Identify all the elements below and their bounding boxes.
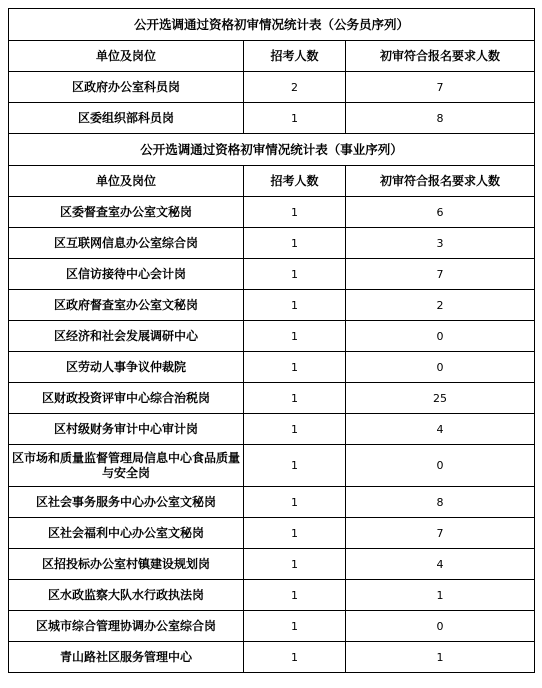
table-row [9, 642, 535, 673]
table-row [9, 290, 535, 321]
qualified-count-cell: 4 [346, 549, 535, 580]
recruit-count-cell: 1 [244, 549, 346, 580]
position-cell: 区水政监察大队水行政执法岗 [9, 580, 244, 611]
qualified-count-cell: 8 [346, 487, 535, 518]
recruit-count-cell: 1 [244, 642, 346, 673]
position-cell: 区市场和质量监督管理局信息中心食品质量与安全岗 [9, 445, 244, 487]
position-cell: 区委督查室办公室文秘岗 [9, 197, 244, 228]
table-row [9, 445, 535, 487]
position-cell: 区政府督查室办公室文秘岗 [9, 290, 244, 321]
public-institution-section-title: 公开选调通过资格初审情况统计表（事业序列） [9, 134, 535, 166]
recruit-count-cell: 1 [244, 414, 346, 445]
position-cell: 区城市综合管理协调办公室综合岗 [9, 611, 244, 642]
recruit-count-cell: 1 [244, 290, 346, 321]
table-row [9, 228, 535, 259]
column-header-position: 单位及岗位 [9, 166, 244, 197]
qualified-count-cell: 0 [346, 445, 535, 487]
position-cell: 区信访接待中心会计岗 [9, 259, 244, 290]
position-cell: 区社会事务服务中心办公室文秘岗 [9, 487, 244, 518]
qualified-count-cell: 4 [346, 414, 535, 445]
civil-servant-section-title: 公开选调通过资格初审情况统计表（公务员序列） [9, 9, 535, 41]
qualified-count-cell: 0 [346, 321, 535, 352]
table-row [9, 518, 535, 549]
position-cell: 区互联网信息办公室综合岗 [9, 228, 244, 259]
qualified-count-cell: 6 [346, 197, 535, 228]
table-row [9, 580, 535, 611]
qualified-count-cell: 25 [346, 383, 535, 414]
qualified-count-cell: 7 [346, 72, 535, 103]
table-row [9, 321, 535, 352]
position-cell: 区社会福利中心办公室文秘岗 [9, 518, 244, 549]
qualified-count-cell: 7 [346, 518, 535, 549]
recruit-count-cell: 1 [244, 383, 346, 414]
position-cell: 区政府办公室科员岗 [9, 72, 244, 103]
table-row [9, 487, 535, 518]
position-cell: 区劳动人事争议仲裁院 [9, 352, 244, 383]
qualified-count-cell: 2 [346, 290, 535, 321]
qualified-count-cell: 8 [346, 103, 535, 134]
recruit-count-cell: 1 [244, 445, 346, 487]
qualified-count-cell: 1 [346, 642, 535, 673]
column-header-recruit-count: 招考人数 [244, 166, 346, 197]
civil-servant-section-header-row [9, 41, 535, 72]
table-body [9, 9, 535, 673]
table-row [9, 352, 535, 383]
statistics-table [8, 8, 535, 673]
recruit-count-cell: 1 [244, 611, 346, 642]
qualified-count-cell: 0 [346, 352, 535, 383]
qualified-count-cell: 3 [346, 228, 535, 259]
recruit-count-cell: 1 [244, 197, 346, 228]
recruit-count-cell: 1 [244, 228, 346, 259]
table-row [9, 259, 535, 290]
table-row [9, 414, 535, 445]
qualified-count-cell: 0 [346, 611, 535, 642]
column-header-qualified-count: 初审符合报名要求人数 [346, 166, 535, 197]
table-row [9, 72, 535, 103]
column-header-qualified-count: 初审符合报名要求人数 [346, 41, 535, 72]
recruit-count-cell: 1 [244, 518, 346, 549]
public-institution-section-title-row [9, 134, 535, 166]
position-cell: 区招投标办公室村镇建设规划岗 [9, 549, 244, 580]
position-cell: 区经济和社会发展调研中心 [9, 321, 244, 352]
recruit-count-cell: 1 [244, 259, 346, 290]
column-header-recruit-count: 招考人数 [244, 41, 346, 72]
recruit-count-cell: 1 [244, 103, 346, 134]
table-row [9, 383, 535, 414]
recruit-count-cell: 1 [244, 352, 346, 383]
qualified-count-cell: 1 [346, 580, 535, 611]
position-cell: 区财政投资评审中心综合治税岗 [9, 383, 244, 414]
public-institution-section-header-row [9, 166, 535, 197]
table-row [9, 197, 535, 228]
column-header-position: 单位及岗位 [9, 41, 244, 72]
table-row [9, 549, 535, 580]
recruit-count-cell: 1 [244, 487, 346, 518]
table-row [9, 611, 535, 642]
position-cell: 青山路社区服务管理中心 [9, 642, 244, 673]
qualified-count-cell: 7 [346, 259, 535, 290]
position-cell: 区委组织部科员岗 [9, 103, 244, 134]
recruit-count-cell: 2 [244, 72, 346, 103]
recruit-count-cell: 1 [244, 580, 346, 611]
civil-servant-section-title-row [9, 9, 535, 41]
position-cell: 区村级财务审计中心审计岗 [9, 414, 244, 445]
table-row [9, 103, 535, 134]
recruit-count-cell: 1 [244, 321, 346, 352]
